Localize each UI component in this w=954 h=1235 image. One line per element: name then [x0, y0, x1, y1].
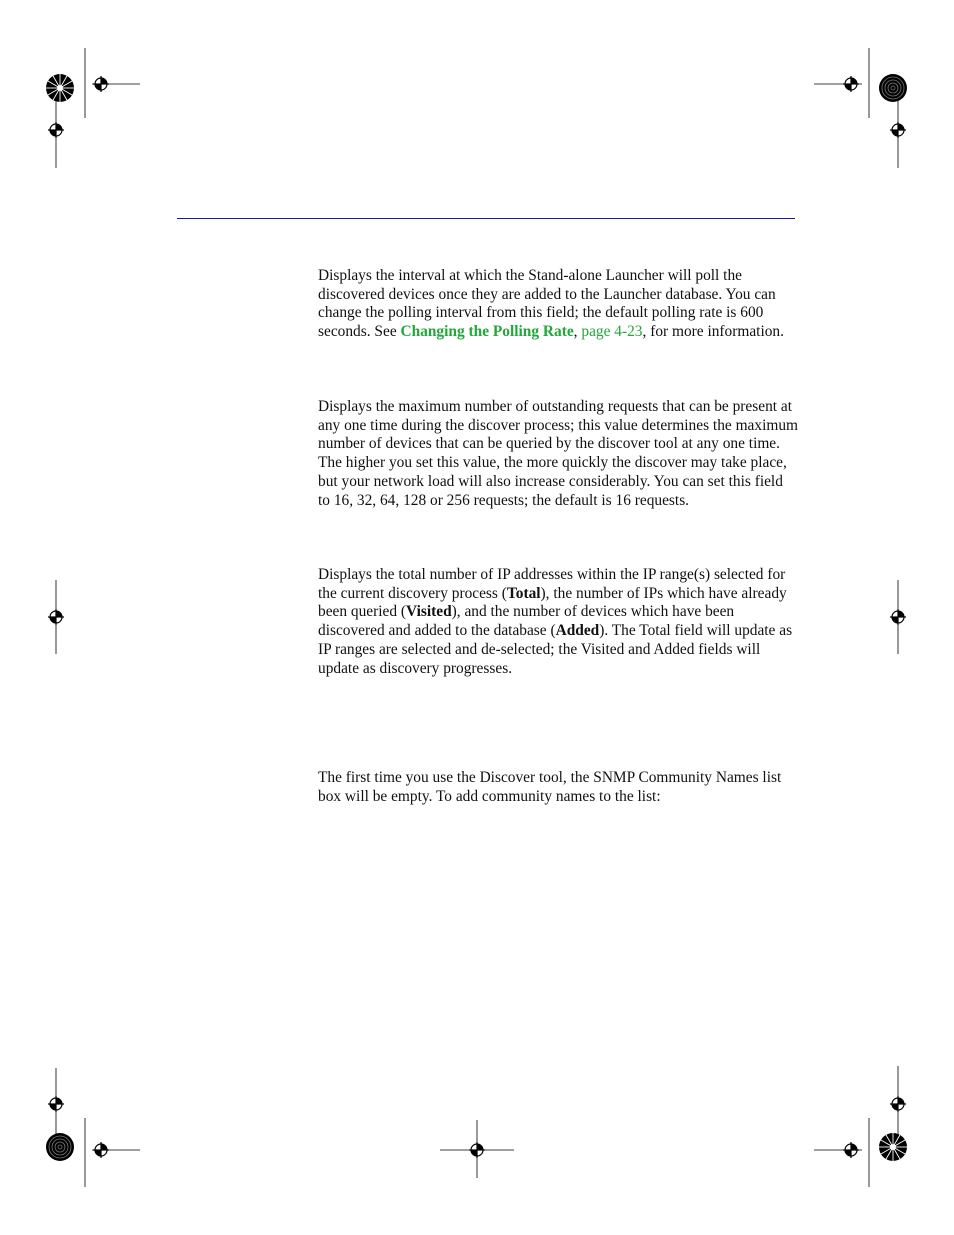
bold-visited: Visited — [406, 603, 452, 621]
community-names-intro: The first time you use the Discover tool, the SNMP Community Names list box will be empty. To add community names to the list: — [318, 769, 782, 805]
polling-separator: , — [573, 323, 582, 341]
link-changing-polling-rate[interactable]: Changing the Polling Rate — [400, 323, 574, 341]
totals-text-2: ), the number of IPs which have already been queried ( — [318, 584, 787, 621]
bold-added: Added — [555, 622, 600, 640]
polling-text-before: Displays the interval at which the Stand-alone Launcher will poll the discovered devices once they are added to the Launcher database. You can change the polling interval from this field; the default polling rate is 600 seconds. See — [318, 267, 776, 341]
polling-text-after: , for more information. — [642, 323, 784, 341]
totals-text-1: Displays the total number of IP addresses within the IP range(s) selected for the current discovery process ( — [318, 566, 786, 602]
bold-total: Total — [506, 584, 541, 602]
link-page-reference[interactable]: page 4-23 — [581, 323, 643, 341]
max-requests-description: Displays the maximum number of outstanding requests that can be present at any one time during the discover process; this value determines the maximum number of devices that can be queried by the discover tool at any one time. The higher you set this value, the more quickly the discover may take place, but your network load will also increase considerably. You can set this field to 16, 32, 64, 128 or 256 requests; the default is 16 requests. — [318, 398, 798, 509]
totals-text-4: ). The Total field will update as IP ranges are selected and de-selected; the Visited and Added fields will update as discovery progresses. — [318, 622, 793, 677]
totals-text-3: ), and the number of devices which have been discovered and added to the database ( — [318, 603, 735, 640]
